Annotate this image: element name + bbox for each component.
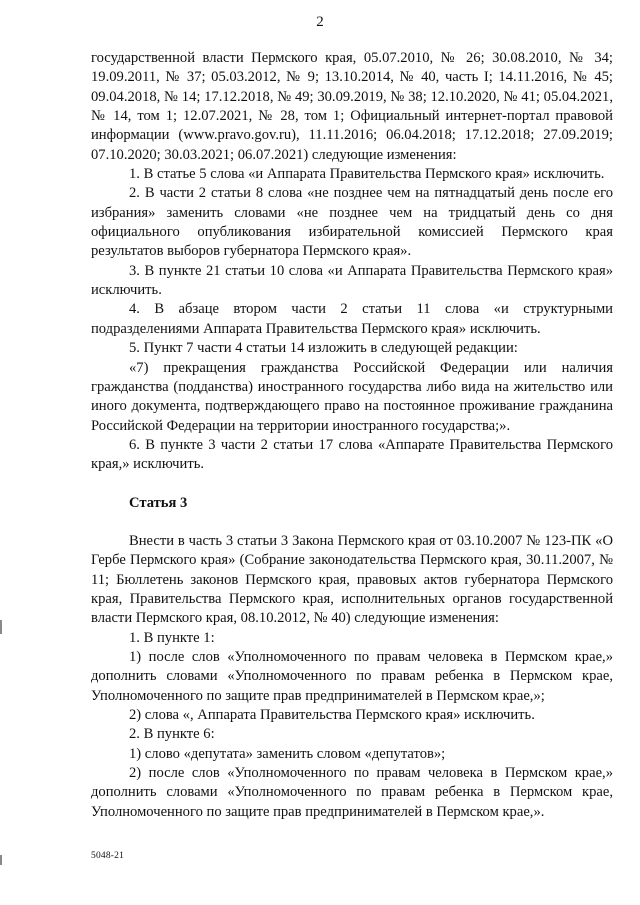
list-item-4: 4. В абзаце втором части 2 статьи 11 слова «и структурными подразделениями Аппарата Правительства Пермского края» исключить. xyxy=(91,301,613,337)
subpoint-1-2: 2) слова «, Аппарата Правительства Пермского края» исключить. xyxy=(129,707,535,723)
document-code: 5048-21 xyxy=(91,851,125,861)
article-intro: Внести в часть 3 статьи 3 Закона Пермского края от 03.10.2007 № 123-ПК «О Гербе Пермского края» (Собрание законодательства Пермского края, 30.11.2007, № 11; Бюллетень законов Пермского края, правовых актов губернатора Пермского края, Правительства Пермского края, исполнительных органов государственной власти Пермского края, 08.10.2012, № 40) следующие изменения: xyxy=(91,532,613,627)
quoted-new-text: «7) прекращения гражданства Российской Федерации или наличия гражданства (подданства) иностранного государства либо вида на жительство или иного документа, подтверждающего право на постоянное проживание гражданина Российской Федерации на территории иностранного государства;». xyxy=(91,359,613,434)
scan-margin-mark xyxy=(0,855,2,865)
point-1-heading: 1. В пункте 1: xyxy=(129,629,215,646)
subpoint-2-2: 2) после слов «Уполномоченного по правам человека в Пермском крае,» дополнить словами «Уполномоченного по правам ребенка в Пермском крае, Уполномоченного по защите прав предпринимателей в Пермском крае,». xyxy=(91,765,613,820)
page-number: 2 xyxy=(316,14,324,30)
list-item-3: 3. В пункте 21 статьи 10 слова «и Аппарата Правительства Пермского края» исключить. xyxy=(91,262,613,299)
point-2-heading: 2. В пункте 6: xyxy=(129,726,215,743)
list-item-5: 5. Пункт 7 части 4 статьи 14 изложить в следующей редакции: xyxy=(129,340,518,357)
scan-margin-mark xyxy=(0,620,2,634)
subpoint-1-1: 1) после слов «Уполномоченного по правам человека в Пермском крае,» дополнить словами «Уполномоченного по правам ребенка в Пермском крае, Уполномоченного по защите прав предпринимателей в Пермском крае,»; xyxy=(91,648,613,704)
document-body xyxy=(91,49,613,822)
list-item-6: 6. В пункте 3 части 2 статьи 17 слова «Аппарате Правительства Пермского края,» исключить. xyxy=(91,436,613,473)
paragraph-continuation: государственной власти Пермского края, 05.07.2010, № 26; 30.08.2010, № 34; 19.09.2011, № 37; 05.03.2012, № 9; 13.10.2014, № 40, часть I; 14.11.2016, № 45; 09.04.2018, № 14; 17.12.2018, № 49; 30.09.2019, № 38; 12.10.2020, № 41; 05.04.2021, № 14, том 1; 12.07.2021, № 28, том 1; Официальный интернет-портал правовой информации (www.pravo.gov.ru), 11.11.2016; 06.04.2018; 17.12.2018; 27.09.2019; 07.10.2020; 30.03.2021; 06.07.2021) следующие изменения: xyxy=(91,50,613,163)
subpoint-2-1: 1) слово «депутата» заменить словом «депутатов»; xyxy=(129,745,446,762)
list-item-2: 2. В части 2 статьи 8 слова «не позднее чем на пятнадцатый день после его избрания» заменить словами «не позднее чем на тридцатый день со дня официального опубликования избирательной комиссией Пермского края результатов выборов губернатора Пермского края». xyxy=(91,185,613,260)
article-heading: Статья 3 xyxy=(129,494,188,511)
list-item-1: 1. В статье 5 слова «и Аппарата Правительства Пермского края» исключить. xyxy=(129,166,605,183)
